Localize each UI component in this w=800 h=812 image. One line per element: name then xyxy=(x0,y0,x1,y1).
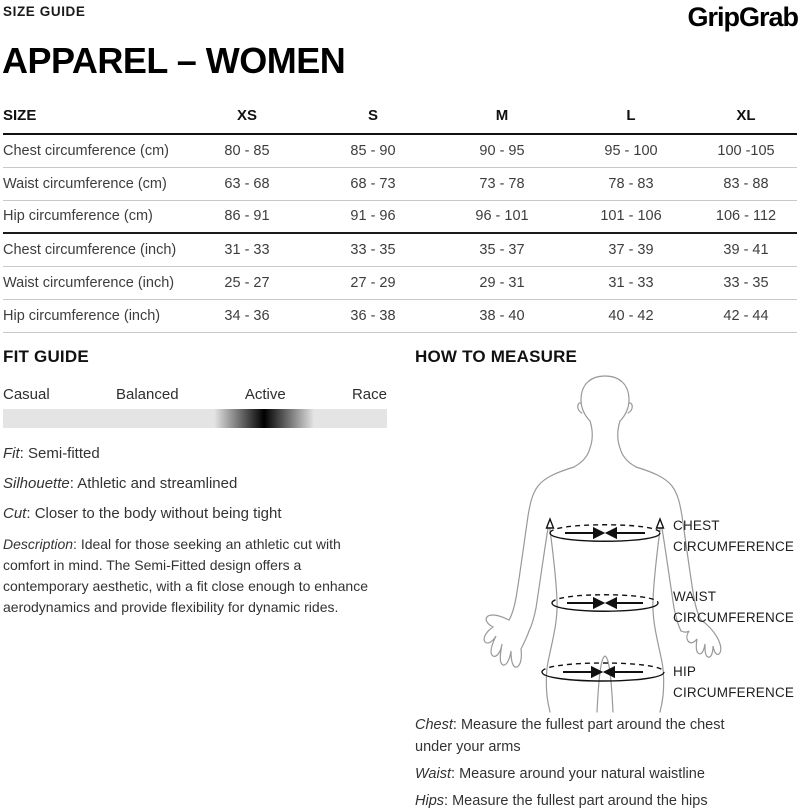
hips-instruction: Hips: Measure the fullest part around the hips xyxy=(415,793,708,809)
instruction-label: Chest xyxy=(415,717,453,733)
fit-scale-label-race: Race xyxy=(351,386,387,403)
fit-attr-label: Fit xyxy=(3,445,20,462)
page-eyebrow: SIZE GUIDE xyxy=(3,4,86,19)
hip-circumference-label xyxy=(673,661,800,703)
chest-ring-dashed xyxy=(550,525,660,533)
label-line: CHEST xyxy=(673,518,720,533)
cell: 40 - 42 xyxy=(567,299,695,332)
fit-scale-labels xyxy=(3,386,387,403)
fit-attr-fit: Fit: Semi-fitted xyxy=(3,445,100,462)
cell: 73 - 78 xyxy=(437,167,567,200)
table-row xyxy=(3,134,797,167)
cell: 42 - 44 xyxy=(695,299,797,332)
cell: 83 - 88 xyxy=(695,167,797,200)
table-row xyxy=(3,233,797,266)
fit-guide-heading: FIT GUIDE xyxy=(3,347,89,366)
fit-scale-label-active: Active xyxy=(244,386,286,403)
waist-ring-dashed xyxy=(552,595,658,603)
instruction-text: Measure the fullest part around the hips xyxy=(452,793,708,809)
cell: 86 - 91 xyxy=(185,200,309,233)
cell: 31 - 33 xyxy=(185,233,309,266)
row-label: Hip circumference (inch) xyxy=(3,299,185,332)
cell: 27 - 29 xyxy=(309,266,437,299)
cell: 29 - 31 xyxy=(437,266,567,299)
instruction-label: Waist xyxy=(415,766,451,782)
cell: 101 - 106 xyxy=(567,200,695,233)
table-row xyxy=(3,299,797,332)
fit-scale-gauge xyxy=(3,409,387,428)
col-header-xl: XL xyxy=(695,103,797,134)
col-header-s: S xyxy=(309,103,437,134)
how-to-measure-heading: HOW TO MEASURE xyxy=(415,347,578,366)
chest-ring-solid xyxy=(550,533,660,541)
cell: 91 - 96 xyxy=(309,200,437,233)
cell: 95 - 100 xyxy=(567,134,695,167)
cell: 85 - 90 xyxy=(309,134,437,167)
waist-instruction: Waist: Measure around your natural waistline xyxy=(415,766,705,782)
label-line: CIRCUMFERENCE xyxy=(673,539,795,554)
waist-ring-solid xyxy=(552,603,658,611)
col-header-xs: XS xyxy=(185,103,309,134)
col-header-size: SIZE xyxy=(3,103,185,134)
fit-attr-cut: Cut: Closer to the body without being tight xyxy=(3,505,282,522)
cell: 68 - 73 xyxy=(309,167,437,200)
row-label: Hip circumference (cm) xyxy=(3,200,185,233)
row-label: Waist circumference (cm) xyxy=(3,167,185,200)
cell: 63 - 68 xyxy=(185,167,309,200)
instruction-label: Hips xyxy=(415,793,445,809)
fit-attr-label: Silhouette xyxy=(3,475,70,492)
cell: 33 - 35 xyxy=(309,233,437,266)
fit-attr-silhouette: Silhouette: Athletic and streamlined xyxy=(3,475,238,492)
chest-end-marker-left xyxy=(547,519,554,528)
waist-circumference-label xyxy=(673,586,800,628)
table-row xyxy=(3,167,797,200)
fit-attr-value: Ideal for those seeking an athletic cut with comfort in mind. The Semi-Fitted design offers a contemporary aesthetic, with a fit close enough to enhance aerodynamics and provide flexibility for dynamic rides. xyxy=(3,536,368,615)
chest-circumference-label xyxy=(673,515,800,557)
hip-ring-solid xyxy=(542,672,664,681)
row-label: Waist circumference (inch) xyxy=(3,266,185,299)
fit-attr-label: Cut xyxy=(3,505,27,522)
cell: 90 - 95 xyxy=(437,134,567,167)
cell: 106 - 112 xyxy=(695,200,797,233)
cell: 39 - 41 xyxy=(695,233,797,266)
cell: 78 - 83 xyxy=(567,167,695,200)
chest-instruction: Chest: Measure the fullest part around the chest under your arms xyxy=(415,717,725,755)
measure-instructions xyxy=(415,714,777,812)
fit-attr-value: Athletic and streamlined xyxy=(77,475,238,492)
label-line: CIRCUMFERENCE xyxy=(673,610,795,625)
cell: 38 - 40 xyxy=(437,299,567,332)
label-line: CIRCUMFERENCE xyxy=(673,685,795,700)
cell: 100 -105 xyxy=(695,134,797,167)
col-header-l: L xyxy=(567,103,695,134)
instruction-text: Measure the fullest part around the chest under your arms xyxy=(415,717,725,755)
cell: 34 - 36 xyxy=(185,299,309,332)
fit-attr-value: Semi-fitted xyxy=(28,445,100,462)
cell: 33 - 35 xyxy=(695,266,797,299)
label-line: HIP xyxy=(673,664,697,679)
chest-end-marker-right xyxy=(657,519,664,528)
size-table-header xyxy=(3,103,797,134)
hip-ring-dashed xyxy=(542,663,664,672)
cell: 80 - 85 xyxy=(185,134,309,167)
size-table xyxy=(3,103,797,333)
row-label: Chest circumference (inch) xyxy=(3,233,185,266)
fit-scale-label-casual: Casual xyxy=(3,386,50,403)
cell: 31 - 33 xyxy=(567,266,695,299)
page-title: APPAREL – WOMEN xyxy=(2,40,346,81)
how-to-measure-section xyxy=(415,347,800,809)
fit-guide-section xyxy=(3,347,389,618)
fit-attr-label: Description xyxy=(3,536,74,552)
row-label: Chest circumference (cm) xyxy=(3,134,185,167)
fit-scale-label-balanced: Balanced xyxy=(115,386,179,403)
table-row xyxy=(3,266,797,299)
col-header-m: M xyxy=(437,103,567,134)
fit-attributes xyxy=(3,444,389,618)
fit-attr-description: Description: Ideal for those seeking an athletic cut with comfort in mind. The Semi-Fitted design offers a contemporary aesthetic, with a fit close enough to enhance aerodynamics and provide flexibility for dynamic rides. xyxy=(3,536,368,615)
label-line: WAIST xyxy=(673,589,717,604)
cell: 37 - 39 xyxy=(567,233,695,266)
fit-attr-value: Closer to the body without being tight xyxy=(34,505,282,522)
table-header-row xyxy=(3,103,797,134)
cell: 25 - 27 xyxy=(185,266,309,299)
table-row xyxy=(3,200,797,233)
cell: 96 - 101 xyxy=(437,200,567,233)
cell: 35 - 37 xyxy=(437,233,567,266)
instruction-text: Measure around your natural waistline xyxy=(459,766,705,782)
cell: 36 - 38 xyxy=(309,299,437,332)
gripgrab-logo: GripGrab xyxy=(687,2,798,32)
